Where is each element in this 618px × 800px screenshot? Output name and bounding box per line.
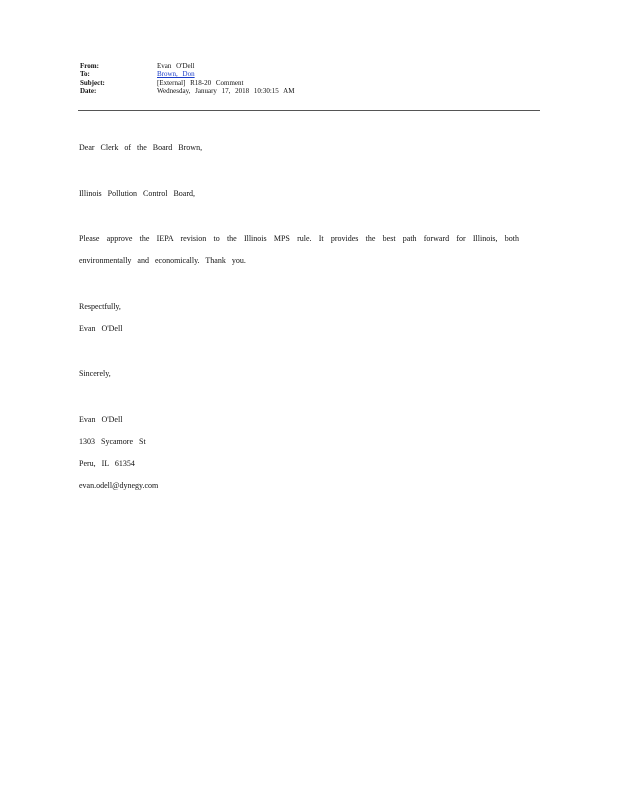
closing-respectfully-name: Evan O'Dell <box>79 323 123 333</box>
date-value: Wednesday, January 17, 2018 10:30:15 AM <box>157 87 295 96</box>
from-label: From: <box>80 62 99 70</box>
subject-value: [External] R18-20 Comment <box>157 78 244 87</box>
address-line-1: 1303 Sycamore St <box>79 436 146 446</box>
email-header <box>80 62 540 96</box>
to-label: To: <box>80 70 90 79</box>
addressee <box>79 177 519 210</box>
subject-label: Subject: <box>80 78 105 87</box>
closing-respectfully-text: Respectfully, <box>79 301 121 311</box>
signature-name: Evan O'Dell <box>79 414 123 424</box>
closing-respectfully <box>79 290 519 345</box>
closing-sincerely <box>79 357 519 390</box>
message-paragraph <box>79 222 519 277</box>
from-value: Evan O'Dell <box>157 62 195 70</box>
header-divider <box>78 110 540 111</box>
header-date-row <box>80 87 540 95</box>
header-from-row <box>80 62 540 70</box>
signature-block <box>79 403 519 502</box>
salutation <box>79 131 519 164</box>
header-subject-row <box>80 79 540 87</box>
closing-sincerely-text: Sincerely, <box>79 369 111 378</box>
email-address: evan.odell@dynegy.com <box>79 480 159 490</box>
addressee-text: Illinois Pollution Control Board, <box>79 188 196 198</box>
message-line-1: Please approve the IEPA revision to the Illinois MPS rule. It provides the best path forward for Illinois, both <box>79 234 519 243</box>
to-value-link[interactable]: Brown, Don <box>157 70 195 79</box>
email-body <box>79 131 519 514</box>
date-label: Date: <box>80 87 97 96</box>
address-line-2: Peru, IL 61354 <box>79 458 135 468</box>
header-to-row <box>80 70 540 78</box>
message-line-2: environmentally and economically. Thank you. <box>79 256 246 265</box>
salutation-text: Dear Clerk of the Board Brown, <box>79 143 203 152</box>
